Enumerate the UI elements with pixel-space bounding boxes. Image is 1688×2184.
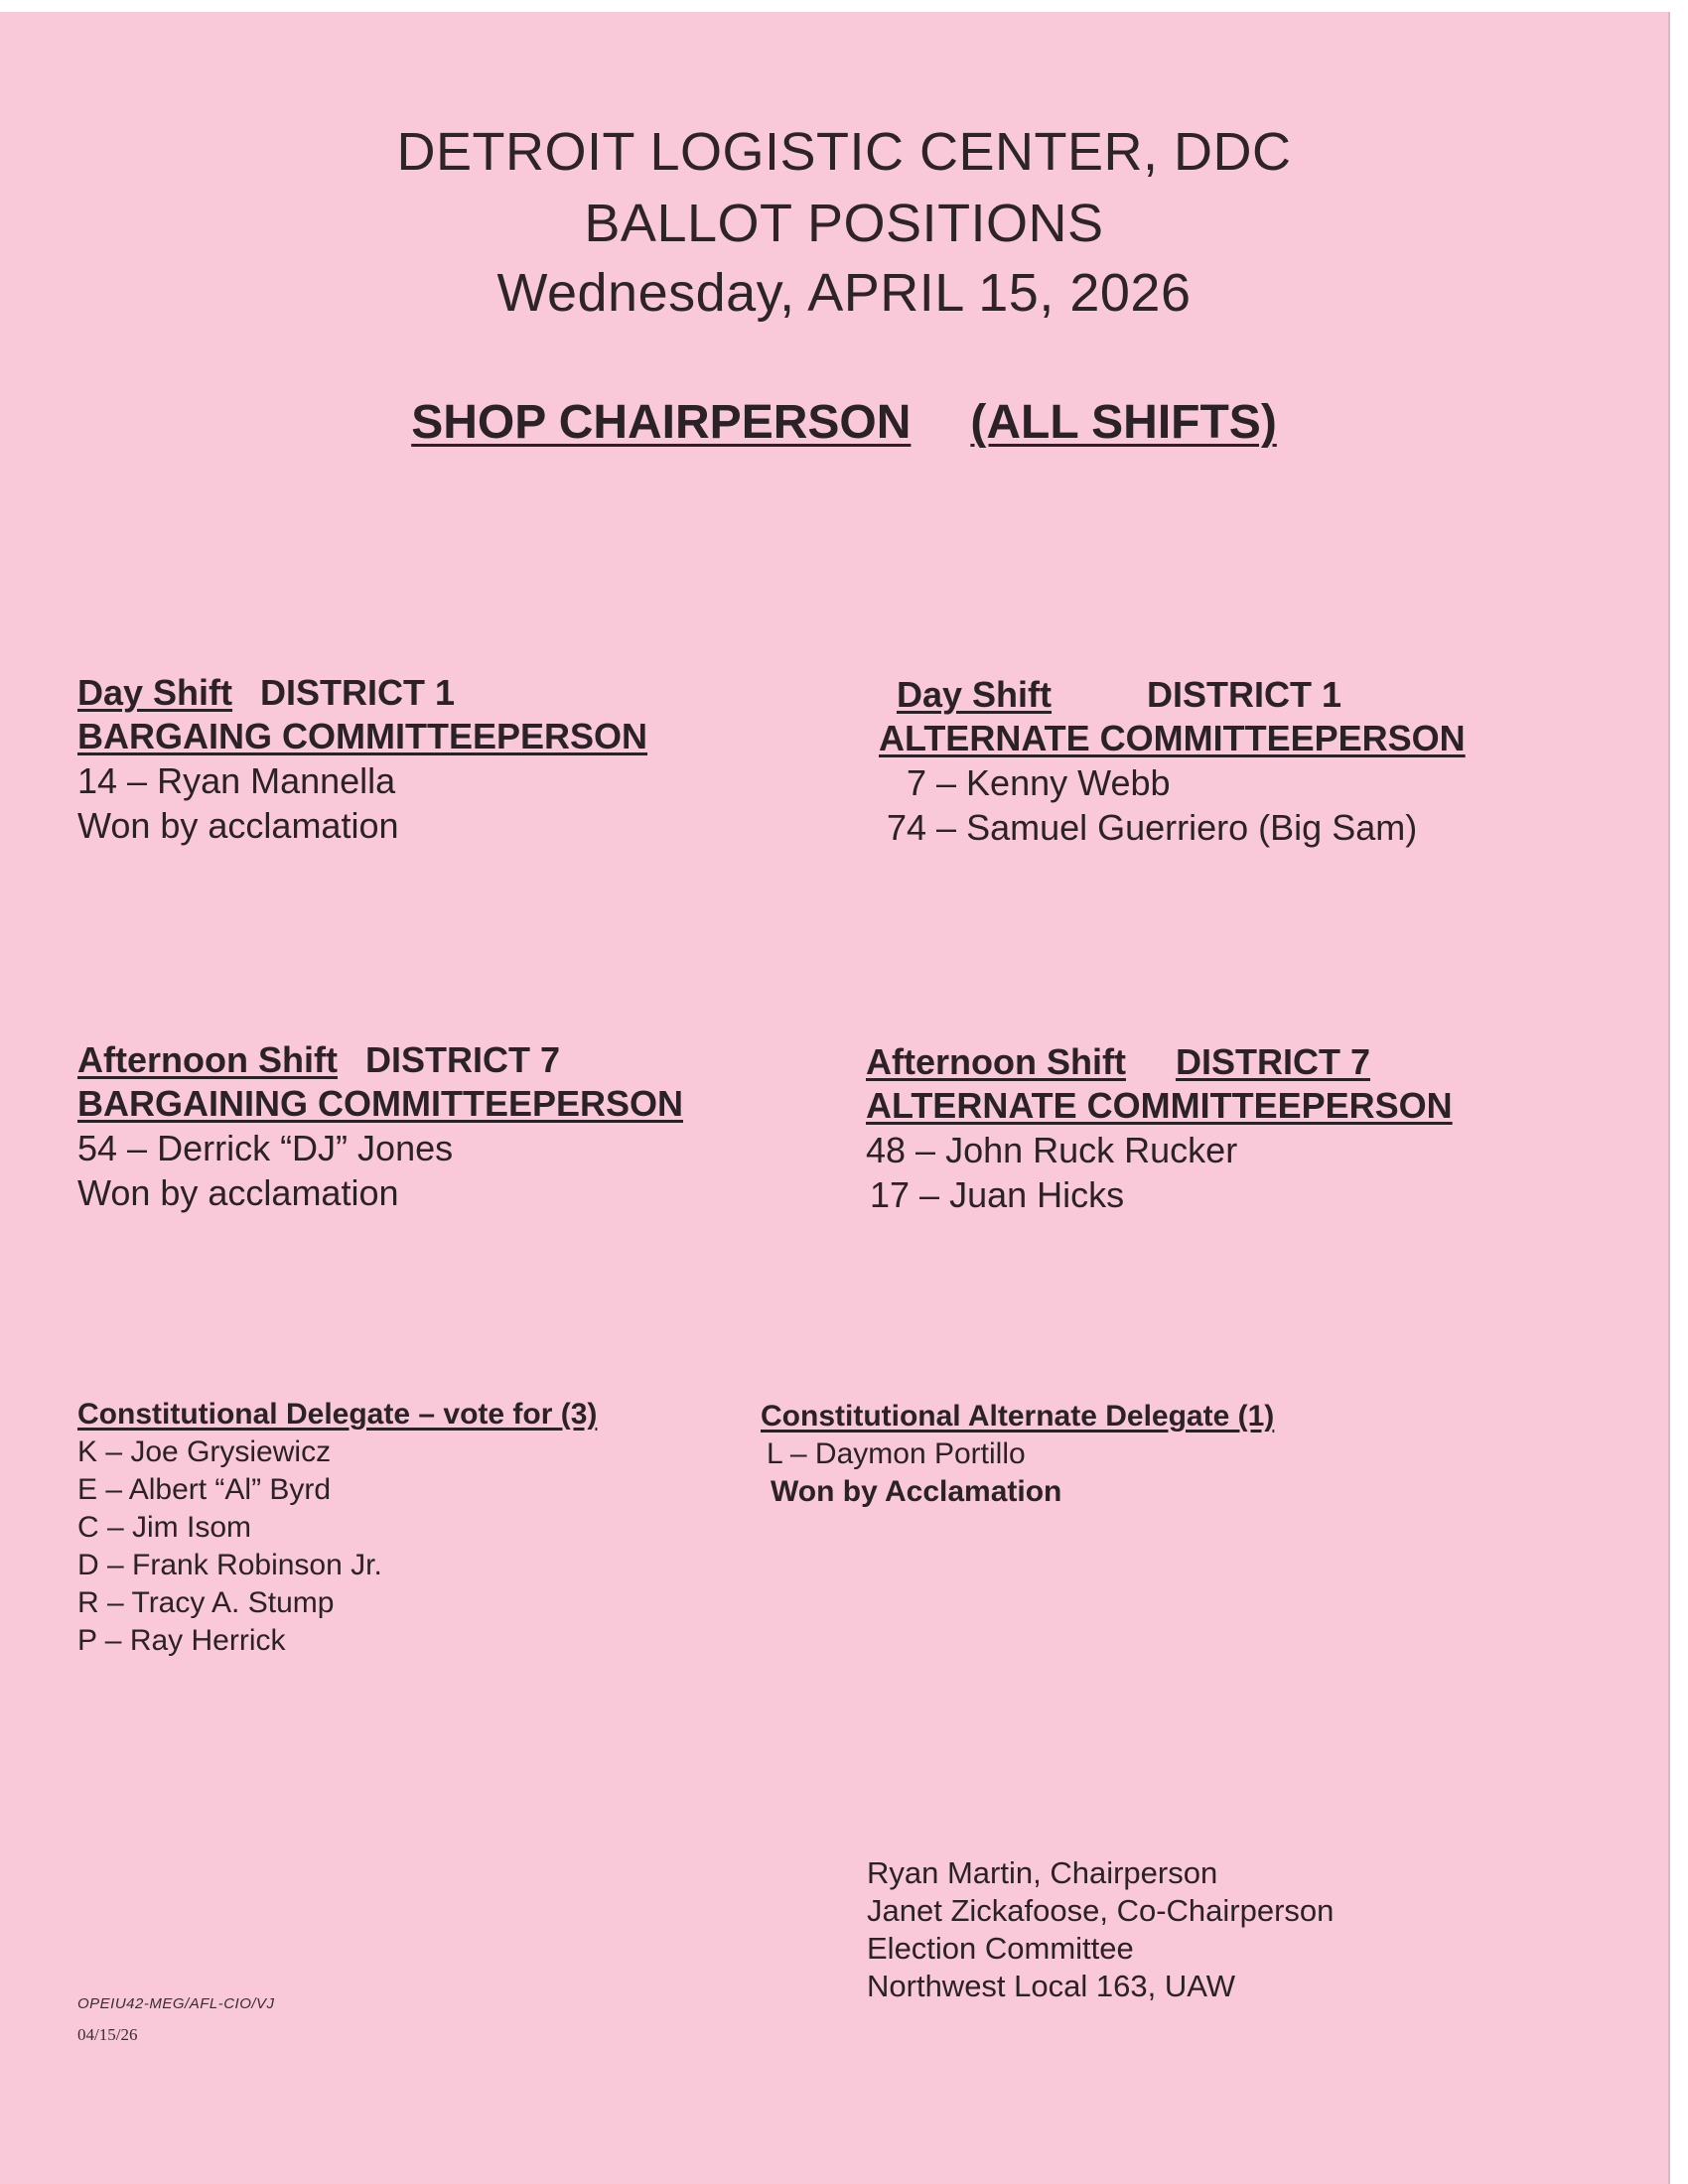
candidate: E – Albert “Al” Byrd (77, 1473, 332, 1506)
facility-title: DETROIT LOGISTIC CENTER, DDC (396, 122, 1292, 182)
day-alternate-block (879, 673, 1466, 850)
signature-line: Ryan Martin, Chairperson (867, 1855, 1218, 1890)
candidate: 54 – Derrick “DJ” Jones (77, 1128, 454, 1168)
candidate: 48 – John Ruck Rucker (866, 1130, 1238, 1170)
result-note: Won by Acclamation (771, 1475, 1062, 1508)
district-label: DISTRICT 7 (364, 1039, 560, 1080)
signature-line: Janet Zickafoose, Co-Chairperson (867, 1893, 1335, 1928)
alternate-title: Constitutional Alternate Delegate (1) (761, 1400, 1275, 1433)
office-scope: (ALL SHIFTS) (970, 396, 1277, 449)
shift-label: Afternoon Shift (77, 1039, 338, 1080)
district-label: DISTRICT 1 (1147, 674, 1342, 715)
candidate: R – Tracy A. Stump (77, 1586, 335, 1619)
position-label: BARGAINING COMMITTEEPERSON (77, 1083, 684, 1124)
district-label: DISTRICT 1 (260, 672, 456, 713)
candidate: C – Jim Isom (77, 1511, 252, 1544)
union-stamp: OPEIU42-MEG/AFL-CIO/VJ (77, 1995, 275, 2012)
result-note: Won by acclamation (77, 1172, 399, 1213)
candidate: P – Ray Herrick (77, 1624, 286, 1657)
candidate: 7 – Kenny Webb (907, 762, 1171, 803)
shift-label: Afternoon Shift (866, 1041, 1126, 1082)
constitutional-delegate-block (77, 1396, 597, 1660)
shift-label: Day Shift (897, 674, 1053, 715)
candidate: 17 – Juan Hicks (870, 1174, 1125, 1215)
office-title (0, 395, 1688, 450)
day-bargaining-block (77, 671, 647, 848)
office-name: SHOP CHAIRPERSON (411, 396, 912, 449)
candidate: D – Frank Robinson Jr. (77, 1549, 382, 1581)
delegate-title: Constitutional Delegate – vote for (3) (77, 1398, 598, 1431)
constitutional-alternate-block (761, 1398, 1274, 1511)
district-label: DISTRICT 7 (1175, 1041, 1370, 1082)
stamp-date: 04/15/26 (77, 2025, 138, 2044)
candidate: 74 – Samuel Guerriero (Big Sam) (887, 807, 1418, 848)
candidate: 14 – Ryan Mannella (77, 760, 396, 801)
signature-line: Northwest Local 163, UAW (867, 1969, 1236, 2003)
signature-line: Election Committee (867, 1931, 1134, 1966)
candidate: L – Daymon Portillo (767, 1437, 1026, 1470)
candidate: K – Joe Grysiewicz (77, 1435, 332, 1468)
shift-label: Day Shift (77, 672, 233, 713)
afternoon-bargaining-block (77, 1038, 683, 1215)
signature-block (867, 1854, 1334, 2005)
election-date: Wednesday, APRIL 15, 2026 (496, 263, 1192, 323)
position-label: ALTERNATE COMMITTEEPERSON (866, 1085, 1453, 1126)
position-label: ALTERNATE COMMITTEEPERSON (879, 718, 1466, 758)
result-note: Won by acclamation (77, 805, 399, 846)
afternoon-alternate-block (866, 1040, 1453, 1217)
ballot-title: BALLOT POSITIONS (584, 194, 1104, 253)
position-label: BARGAING COMMITTEEPERSON (77, 716, 648, 756)
